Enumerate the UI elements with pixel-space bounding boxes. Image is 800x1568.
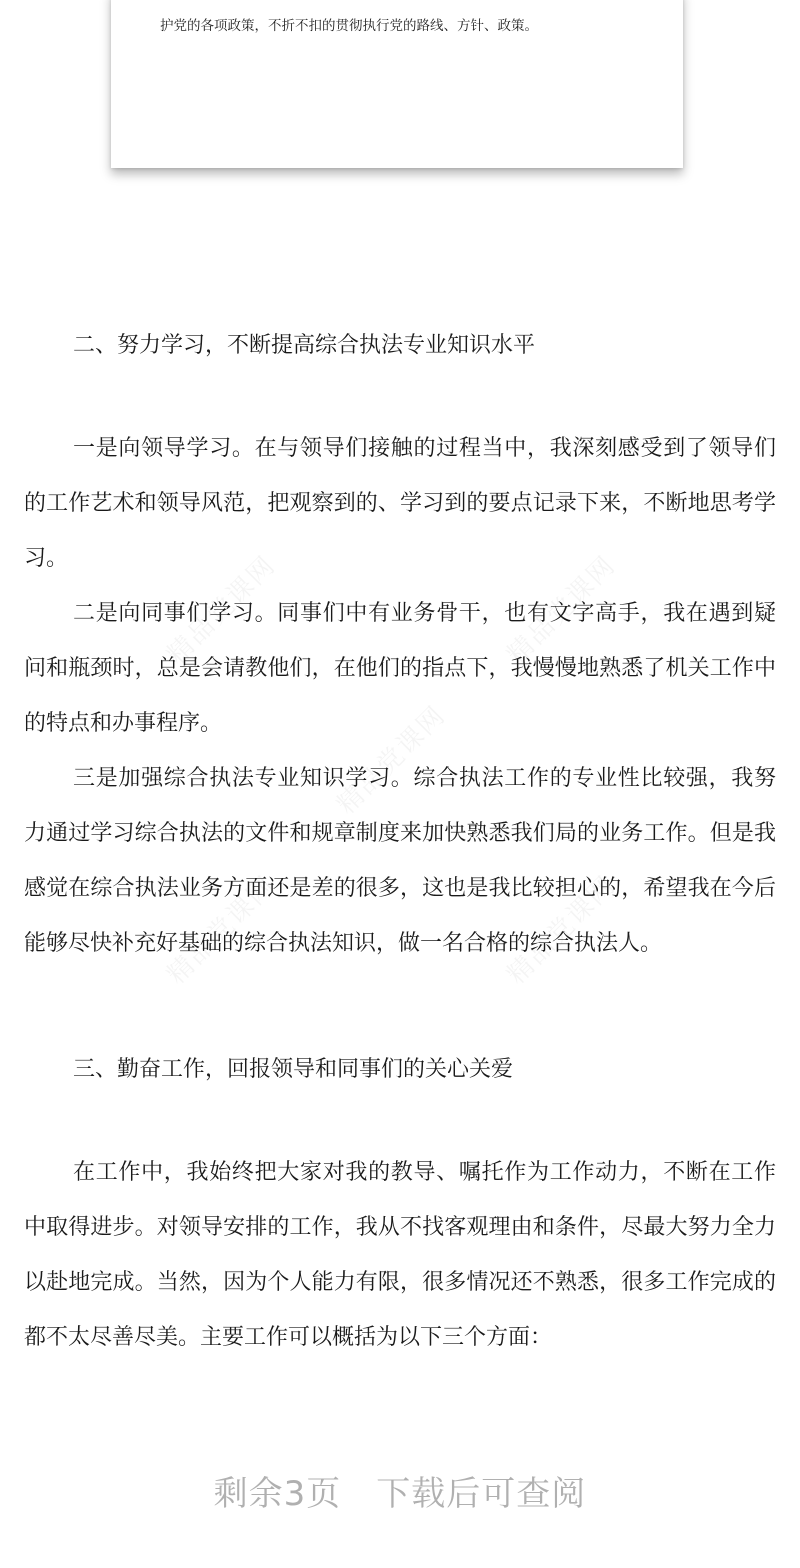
download-to-read-more-button[interactable]: 剩余3页 下载后可查阅 — [213, 1474, 587, 1514]
paragraph: 三是加强综合执法专业知识学习。综合执法工作的专业性比较强，我努力通过学习综合执法的文件和规章制度来加快熟悉我们局的业务工作。但是我感觉在综合执法业务方面还是差的很多，这也是我比较担心的，希望我在今后能够尽快补充好基础的综合执法知识，做一名合格的综合执法人。 — [24, 766, 776, 956]
paragraph: 在工作中，我始终把大家对我的教导、嘱托作为工作动力，不断在工作中取得进步。对领导安排的工作，我从不找客观理由和条件，尽最大努力全力以赴地完成。当然，因为个人能力有限，很多情况还不熟悉，很多工作完成的都不太尽善尽美。主要工作可以概括为以下三个方面： — [24, 1160, 776, 1350]
section-heading: 三、勤奋工作，回报领导和同事们的关心关爱 — [73, 1057, 514, 1082]
preview-text: 护党的各项政策，不折不扣的贯彻执行党的路线、方针、政策。 — [160, 18, 538, 34]
paragraph: 二是向同事们学习。同事们中有业务骨干，也有文字高手，我在遇到疑问和瓶颈时，总是会请教他们，在他们的指点下，我慢慢地熟悉了机关工作中的特点和办事程序。 — [24, 601, 776, 736]
page-preview-card — [111, 0, 683, 168]
section-heading: 二、努力学习，不断提高综合执法专业知识水平 — [73, 333, 536, 358]
paragraph: 一是向领导学习。在与领导们接触的过程当中，我深刻感受到了领导们的工作艺术和领导风范，把观察到的、学习到的要点记录下来，不断地思考学习。 — [24, 436, 776, 571]
